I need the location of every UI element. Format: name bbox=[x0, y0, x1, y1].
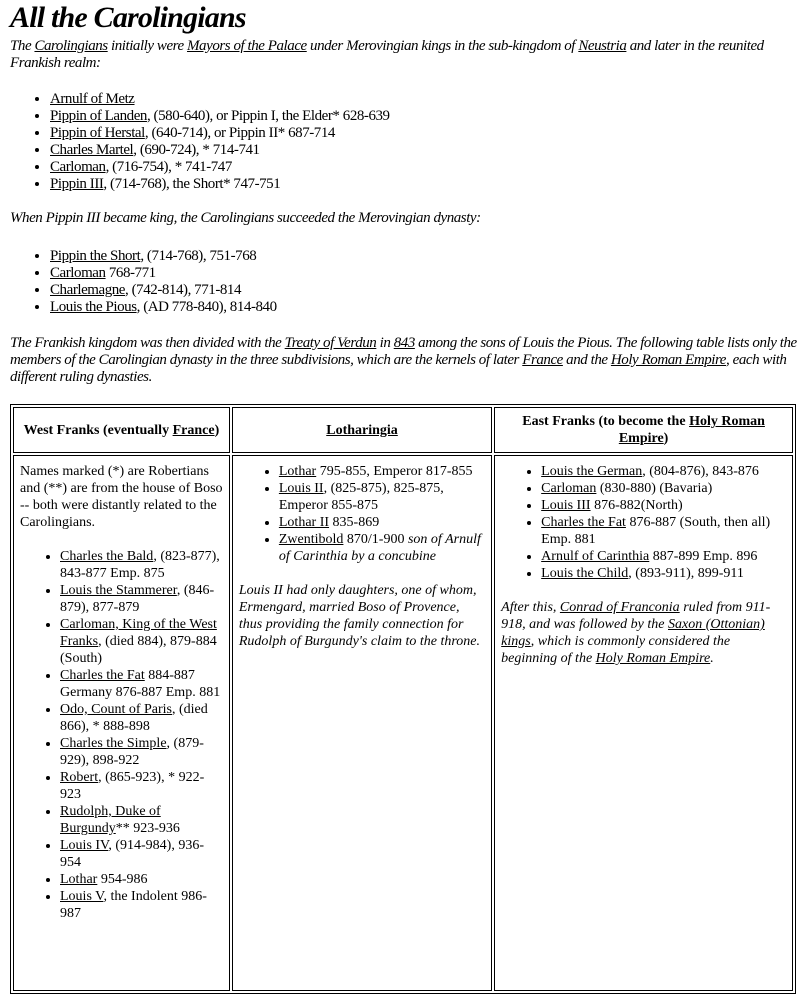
text: 884-887 Germany 876-887 Emp. 881 bbox=[60, 668, 221, 700]
text: , (823-877), 843-877 Emp. 875 bbox=[60, 549, 220, 581]
header-lotharingia bbox=[232, 407, 492, 453]
east-list bbox=[501, 463, 786, 582]
list-item bbox=[60, 701, 223, 735]
list-item bbox=[50, 159, 390, 176]
link[interactable]: Pippin of Landen bbox=[50, 108, 147, 124]
text: among the sons of Louis the Pious. The following table lists only the members of the Carolingian dynasty in the three subdivisions, which are the kernels of later bbox=[10, 335, 797, 368]
link[interactable]: Carloman bbox=[50, 159, 106, 175]
west-list bbox=[20, 548, 223, 922]
list-item bbox=[541, 514, 786, 548]
link[interactable]: Pippin of Herstal bbox=[50, 125, 145, 141]
text: East Franks (to become the bbox=[522, 414, 690, 429]
list-item bbox=[50, 91, 390, 108]
text: , (804-876), 843-876 bbox=[642, 464, 759, 479]
text: , (714-768), 751-768 bbox=[140, 248, 257, 264]
link[interactable]: Robert bbox=[60, 770, 99, 785]
link[interactable]: 843 bbox=[393, 335, 415, 351]
text: ruled from 911-918, and was followed by the bbox=[501, 600, 771, 632]
list-item bbox=[50, 248, 277, 265]
text: When Pippin III became king, the Carolingians succeeded the Merovingian dynasty: bbox=[10, 210, 481, 226]
text: in bbox=[376, 335, 394, 351]
text: Louis II had only daughters, one of whom, Ermengard, married Boso of Provence, thus providing the family connection for Rudolph of Burgundy's claim to the throne. bbox=[238, 583, 480, 649]
link[interactable]: Holy Roman Empire bbox=[595, 651, 711, 666]
table-header-row bbox=[13, 407, 793, 453]
link[interactable]: Carolingians bbox=[34, 38, 108, 54]
link[interactable]: Carloman bbox=[50, 265, 106, 281]
table-body-row bbox=[13, 455, 793, 991]
list-item bbox=[60, 803, 223, 837]
text: , (893-911), 899-911 bbox=[628, 566, 744, 581]
link[interactable]: Pippin III bbox=[50, 176, 104, 192]
list-item bbox=[60, 667, 223, 701]
west-intro bbox=[20, 463, 223, 531]
link[interactable]: Louis II bbox=[278, 481, 324, 496]
list-item bbox=[279, 480, 485, 514]
list-item bbox=[279, 531, 485, 565]
link[interactable]: Louis the Pious bbox=[50, 299, 137, 315]
text: ) bbox=[663, 431, 669, 446]
list-item bbox=[50, 108, 390, 125]
text: and later in the reunited Frankish realm: bbox=[10, 38, 764, 71]
link[interactable]: Neustria bbox=[578, 38, 627, 54]
list-item bbox=[60, 888, 223, 922]
text: West Franks (eventually bbox=[23, 422, 173, 438]
text: , (690-724), * 714-741 bbox=[133, 142, 260, 158]
text: , (825-875), 825-875, Emperor 855-875 bbox=[278, 481, 444, 513]
link[interactable]: Louis IV bbox=[60, 838, 109, 853]
list-item bbox=[50, 282, 277, 299]
link[interactable]: Lothar II bbox=[278, 515, 330, 530]
link[interactable]: Carloman bbox=[541, 481, 597, 496]
east-franks-cell bbox=[494, 455, 793, 991]
link[interactable]: Saxon (Ottonian) kings bbox=[501, 617, 765, 649]
link[interactable]: Lothar bbox=[278, 464, 317, 479]
header-west-franks bbox=[13, 407, 230, 453]
list-item bbox=[541, 497, 786, 514]
list-item bbox=[60, 871, 223, 888]
list-item bbox=[50, 299, 277, 316]
list-item bbox=[60, 837, 223, 871]
link[interactable]: Louis the Child bbox=[541, 566, 629, 581]
link[interactable]: Zwentibold bbox=[278, 532, 344, 547]
text: 876-887 (South, then all) Emp. 881 bbox=[541, 515, 771, 547]
text: , (846-879), 877-879 bbox=[60, 583, 215, 615]
text: son of Arnulf of Carinthia by a concubine bbox=[278, 532, 481, 564]
link[interactable]: Louis the Stammerer bbox=[60, 583, 177, 598]
text: under Merovingian kings in the sub-kingdom of bbox=[306, 38, 579, 54]
text: , (died 866), * 888-898 bbox=[60, 702, 208, 734]
text: After this, bbox=[501, 600, 560, 615]
text: , the Indolent 986-987 bbox=[60, 889, 207, 921]
link[interactable]: Pippin the Short bbox=[50, 248, 141, 264]
text: , (865-923), * 922-923 bbox=[60, 770, 205, 802]
list-item bbox=[60, 616, 223, 667]
west-franks-cell bbox=[13, 455, 230, 991]
list-item bbox=[50, 176, 390, 193]
list-item bbox=[541, 548, 786, 565]
link[interactable]: Charles the Fat bbox=[541, 515, 626, 530]
link[interactable]: Louis III bbox=[541, 498, 591, 513]
text: 835-869 bbox=[329, 515, 380, 530]
link[interactable]: Arnulf of Metz bbox=[50, 91, 135, 107]
text: , (died 884), 879-884 (South) bbox=[60, 634, 217, 666]
link[interactable]: Odo, Count of Paris bbox=[60, 702, 172, 717]
dynasty-table bbox=[10, 404, 796, 994]
text: 870/1-900 bbox=[343, 532, 408, 547]
link[interactable]: Carloman, King of the West Franks bbox=[60, 617, 217, 649]
intro-paragraph bbox=[10, 38, 805, 72]
link[interactable]: Conrad of Franconia bbox=[559, 600, 680, 615]
text: 954-986 bbox=[97, 872, 148, 887]
list-item bbox=[279, 463, 485, 480]
text: ** 923-936 bbox=[115, 821, 180, 836]
link[interactable]: Louis V bbox=[60, 889, 104, 904]
text: . bbox=[710, 651, 714, 666]
kings-intro bbox=[10, 210, 805, 227]
text: The Frankish kingdom was then divided with the bbox=[10, 335, 285, 351]
link[interactable]: Rudolph, Duke of Burgundy bbox=[60, 804, 161, 836]
text: Names marked (*) are Robertians and (**) are from the house of Boso -- both were distantly related to the Carolingians. bbox=[20, 464, 223, 530]
text: and the bbox=[562, 352, 611, 368]
text: The bbox=[10, 38, 35, 54]
link[interactable]: Holy Roman Empire bbox=[610, 352, 727, 368]
mayors-list bbox=[10, 91, 390, 193]
text: 795-855, Emperor 817-855 bbox=[316, 464, 473, 479]
text: , (879-929), 898-922 bbox=[60, 736, 204, 768]
text: , (716-754), * 741-747 bbox=[105, 159, 232, 175]
link[interactable]: Treaty of Verdun bbox=[284, 335, 377, 351]
link[interactable]: Lothar bbox=[60, 872, 98, 887]
text: initially were bbox=[107, 38, 188, 54]
text: , which is commonly considered the beginning of the bbox=[501, 634, 731, 666]
link[interactable]: Charles the Simple bbox=[60, 736, 167, 751]
header-east-franks bbox=[494, 407, 793, 453]
lotharingia-list bbox=[239, 463, 485, 565]
kings-list bbox=[10, 248, 277, 316]
text: 768-771 bbox=[105, 265, 156, 281]
list-item bbox=[541, 480, 786, 497]
text: , (640-714), or Pippin II* 687-714 bbox=[144, 125, 335, 141]
list-item bbox=[50, 265, 277, 282]
list-item bbox=[541, 565, 786, 582]
link[interactable]: Lotharingia bbox=[326, 422, 398, 438]
list-item bbox=[541, 463, 786, 480]
text: , each with different ruling dynasties. bbox=[10, 352, 787, 385]
text: 876-882(North) bbox=[590, 498, 683, 513]
division-paragraph bbox=[10, 335, 805, 386]
lotharingia-cell bbox=[232, 455, 492, 991]
list-item bbox=[279, 514, 485, 531]
list-item bbox=[60, 735, 223, 769]
text: , (742-814), 771-814 bbox=[125, 282, 242, 298]
text: , (714-768), the Short* 747-751 bbox=[103, 176, 281, 192]
link[interactable]: Charles the Bald bbox=[60, 549, 154, 564]
link[interactable]: France bbox=[172, 422, 215, 438]
lotharingia-note bbox=[239, 582, 485, 650]
text: (830-880) (Bavaria) bbox=[596, 481, 713, 496]
east-note bbox=[501, 599, 786, 667]
text: , (580-640), or Pippin I, the Elder* 628-639 bbox=[146, 108, 390, 124]
text: , (914-984), 936-954 bbox=[60, 838, 205, 870]
link[interactable]: Louis the German bbox=[541, 464, 643, 479]
list-item bbox=[60, 548, 223, 582]
list-item bbox=[60, 582, 223, 616]
list-item bbox=[50, 125, 390, 142]
link[interactable]: Arnulf of Carinthia bbox=[541, 549, 650, 564]
text: 887-899 Emp. 896 bbox=[649, 549, 758, 564]
link[interactable]: Holy Roman Empire bbox=[618, 414, 765, 446]
page-title: All the Carolingians bbox=[10, 1, 246, 34]
link[interactable]: Charlemagne bbox=[50, 282, 126, 298]
text: ) bbox=[214, 422, 220, 438]
link[interactable]: Charles the Fat bbox=[60, 668, 145, 683]
list-item bbox=[60, 769, 223, 803]
link[interactable]: France bbox=[522, 352, 563, 368]
link[interactable]: Charles Martel bbox=[50, 142, 134, 158]
link[interactable]: Mayors of the Palace bbox=[187, 38, 307, 54]
text: , (AD 778-840), 814-840 bbox=[136, 299, 277, 315]
list-item bbox=[50, 142, 390, 159]
